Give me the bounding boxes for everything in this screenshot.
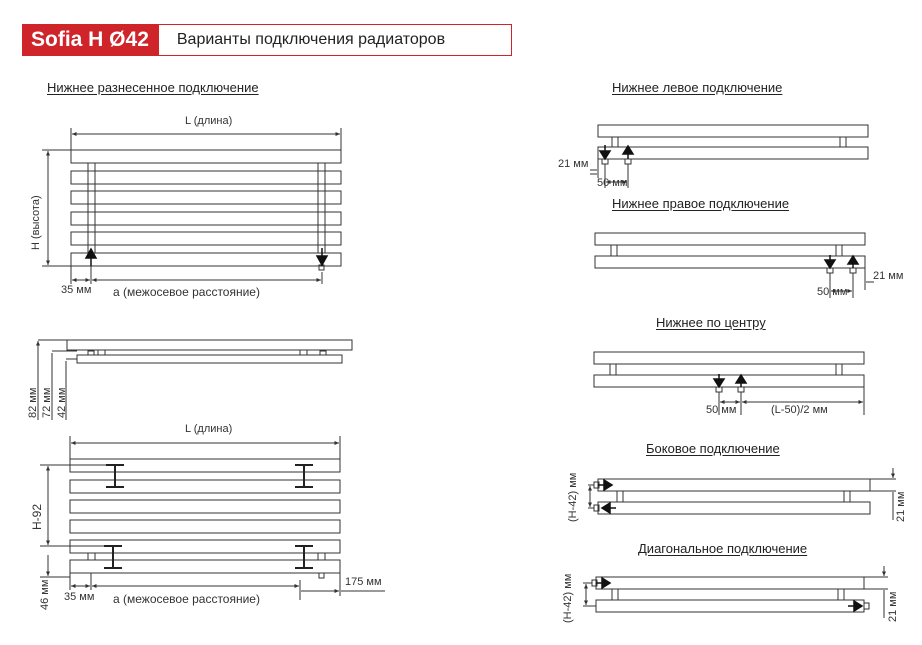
dim-175-label: 175 мм	[345, 576, 382, 588]
diag-dim-21-label: 21 мм	[887, 591, 899, 622]
radiator-bottom-left	[598, 125, 868, 164]
radiator-front-view-1	[71, 150, 341, 270]
radiator-side-connection	[594, 479, 870, 514]
radiator-bottom-center	[594, 352, 864, 392]
diag-dim-h42-label: (H-42) мм	[562, 573, 574, 623]
model-badge: Sofia H Ø42	[22, 24, 159, 56]
dim-46-label: 46 мм	[39, 579, 51, 610]
bc-dim-50-label: 50 мм	[706, 404, 737, 416]
dim-42-label: 42 мм	[56, 387, 68, 418]
radiator-side-profile	[67, 340, 352, 363]
mount-length-label: L (длина)	[185, 423, 233, 435]
radiator-diagonal-connection	[592, 577, 869, 612]
mount-axis-distance-label: a (межосевое расстояние)	[113, 592, 260, 606]
radiator-front-view-mounting	[70, 459, 340, 578]
side-dim-h42-label: (H-42) мм	[567, 472, 579, 522]
section-title-side: Боковое подключение	[646, 441, 780, 456]
axis-distance-label: a (межосевое расстояние)	[113, 285, 260, 299]
section-title-bottom-separate: Нижнее разнесенное подключение	[47, 80, 259, 95]
section-title-bottom-left: Нижнее левое подключение	[612, 80, 783, 95]
bc-dim-half-label: (L-50)/2 мм	[771, 404, 828, 416]
dim-72-label: 72 мм	[41, 387, 53, 418]
br-dim-21-label: 21 мм	[873, 270, 904, 282]
section-title-bottom-right: Нижнее правое подключение	[612, 196, 790, 211]
length-label: L (длина)	[185, 115, 233, 127]
radiator-bottom-right	[595, 233, 865, 273]
mount-offset-35-label: 35 мм	[64, 591, 95, 603]
side-dim-21-label: 21 мм	[895, 491, 907, 522]
section-title-diagonal: Диагональное подключение	[638, 541, 808, 556]
br-dim-50-label: 50 мм	[817, 286, 848, 298]
mount-height-label: H-92	[30, 503, 44, 530]
section-title-bottom-center: Нижнее по центру	[656, 315, 766, 330]
offset-35-label: 35 мм	[61, 284, 92, 296]
height-label: H (высота)	[30, 195, 42, 250]
header-title: Варианты подключения радиаторов	[159, 24, 512, 56]
bl-dim-21-label: 21 мм	[558, 158, 589, 170]
dim-82-label: 82 мм	[27, 387, 39, 418]
bl-dim-50-label: 50 мм	[597, 177, 628, 189]
